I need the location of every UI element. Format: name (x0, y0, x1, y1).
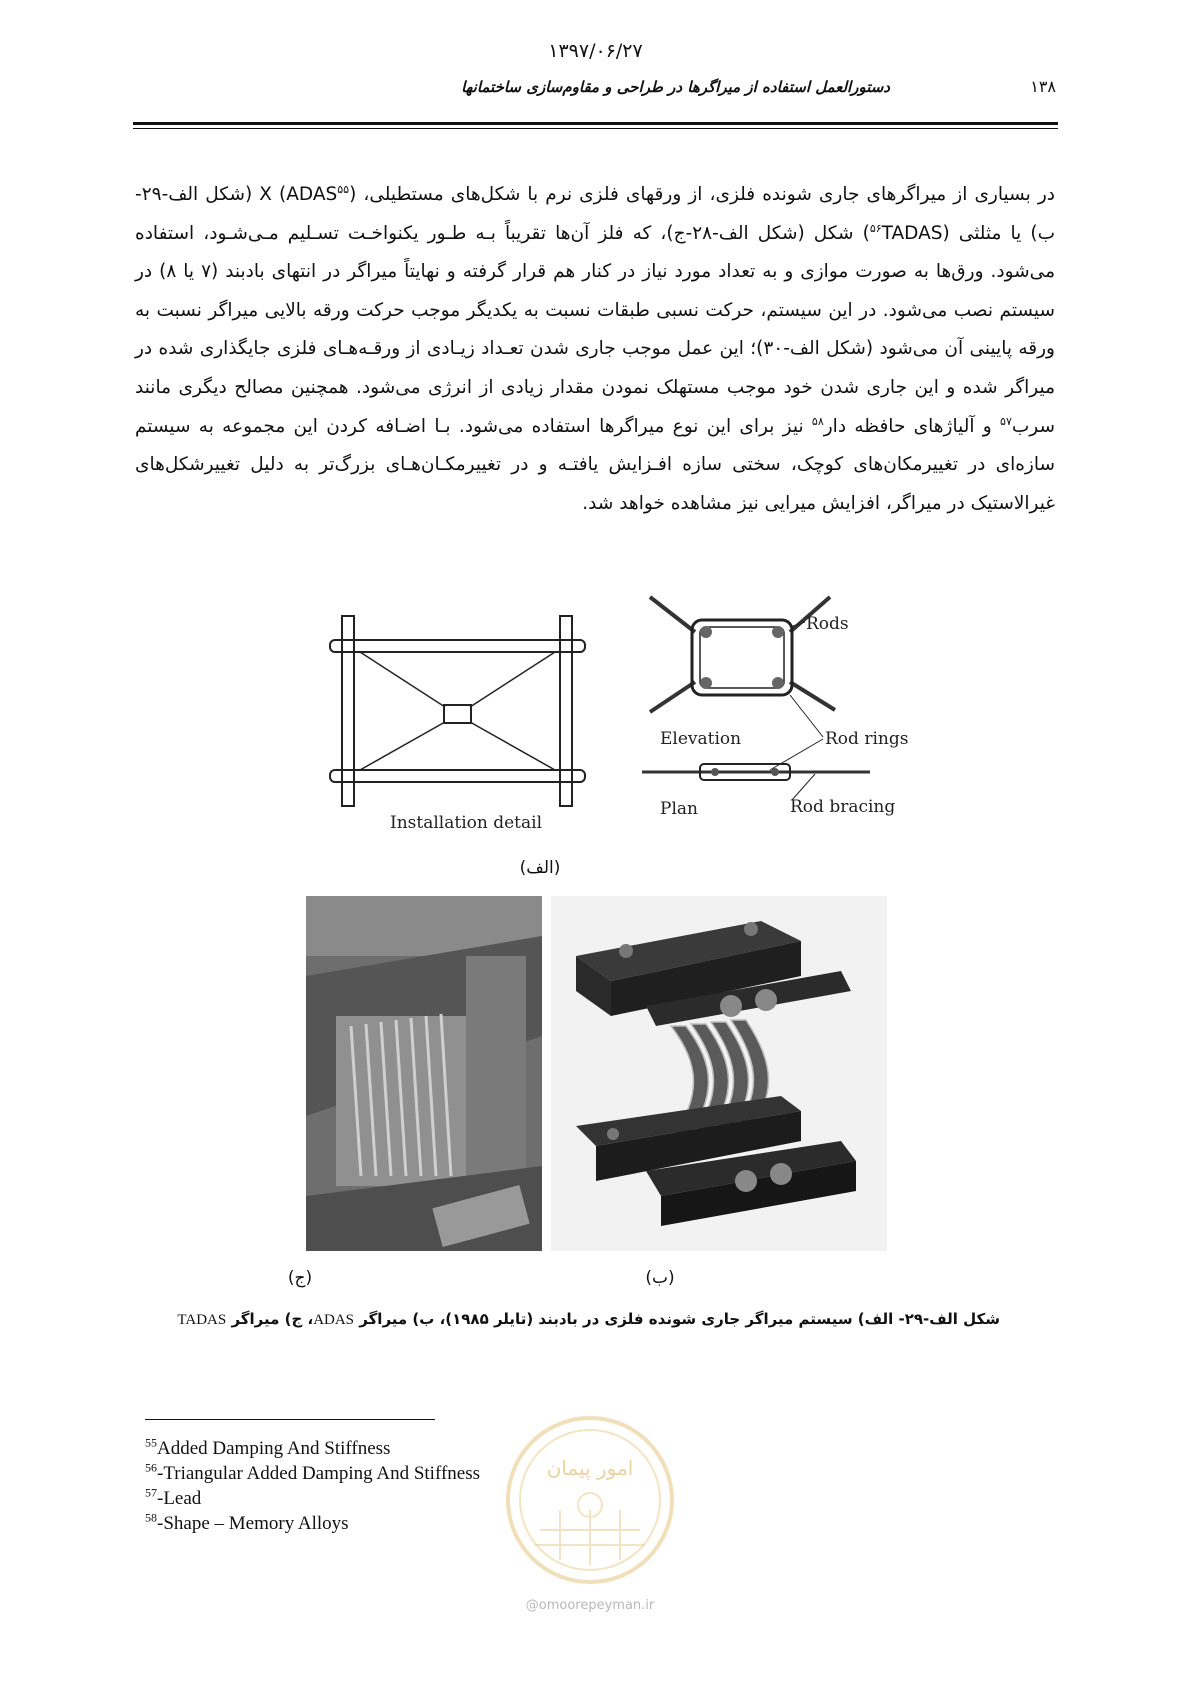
watermark-logo-text: امور پیمان (546, 1456, 634, 1480)
rod-ring-detail-drawing (640, 592, 930, 827)
rod-rings-label: Rod rings (825, 729, 909, 749)
footnote-item: $^{57}$-Lead (145, 1485, 202, 1509)
header-rule (133, 122, 1058, 125)
rod-bracing-label: Rod bracing (790, 797, 896, 817)
footnote-item: $^{55}$Added Damping And Stiffness (145, 1435, 391, 1459)
footnote-item: $^{56}$-Triangular Added Damping And Stiffness (145, 1460, 480, 1484)
running-title: دستورالعمل استفاده از میراگرها در طراحی و مقاوم‌سازی ساختمانها (461, 78, 890, 96)
rods-label: Rods (806, 614, 849, 634)
elevation-label: Elevation (660, 729, 742, 749)
footnote-rule (145, 1419, 435, 1420)
tadas-damper-photo (306, 896, 542, 1251)
page-number: ۱۳۸ (1030, 77, 1056, 96)
figure-caption: شکل الف-۲۹- الف) سیستم میراگر جاری شونده فلزی در بادبند (تایلر ۱۹۸۵)، ب) میراگر ADAS، ج) میراگر TADAS (177, 1310, 1000, 1328)
installation-detail-drawing (320, 610, 610, 835)
watermark-logo (500, 1410, 680, 1590)
footnote-item: $^{58}$-Shape – Memory Alloys (145, 1510, 349, 1534)
figure-a-sublabel: (الف) (519, 858, 561, 878)
header-rule-thin (133, 128, 1058, 129)
figure-c-sublabel: (ج) (287, 1268, 313, 1288)
installation-detail-label: Installation detail (390, 813, 543, 833)
figure-b-sublabel: (ب) (645, 1268, 675, 1288)
header-date: ۱۳۹۷/۰۶/۲۷ (548, 40, 643, 62)
watermark-url: @omoorepeyman.ir (525, 1598, 655, 1613)
body-paragraph: در بسیاری از میراگرهای جاری شونده فلزی، از ورقهای فلزی نرم با شکل‌های مستطیلی، X (ADAS$^{۵۵}$) (شکل الف-۲۹-ب) یا مثلثی (TADAS$^{۵۶}$) شکل (شکل الف-۲۸-ج)، که فلز آن‌ها تقریباً بـه طـور یکنواخـت تسـلیم مـی‌شـود، استفاده می‌شود. ورق‌ها به صورت موازی و به تعداد مورد نیاز در کنار هم قرار گرفته و نهایتاً میراگر در انتهای بادبند (۷ یا ۸) در سیستم نصب می‌شود. در این سیستم، حرکت نسبی طبقات نسبت به یکدیگر موجب حرکت ورقه بالایی میراگر نسبت به ورقه پایینی آن می‌شود (شکل الف-۳۰)؛ این عمل موجب جاری شدن تعـداد زیـادی از ورقـه‌هـای فلزی جایگذاری شده در میراگر شده و این جاری شدن خود موجب مستهلک نمودن مقدار زیادی از انرژی می‌شود. همچنین مصالح دیگری مانند سرب$^{۵۷}$ و آلیاژهای حافظه دار$^{۵۸}$ نیز برای این نوع میراگرها استفاده می‌شود. بـا اضـافه کردن این مجموعه به سیستم سازه‌ای در تغییرمکان‌های کوچک، سختی سازه افـزایش یافتـه و در تغییرمکـان‌هـای بزرگ‌تر به دلیل تغییرشکل‌های غیرالاستیک در میراگر، افزایش میرایی نیز مشاهده خواهد شد. (135, 182, 1056, 514)
adas-damper-photo (551, 896, 887, 1251)
plan-label: Plan (660, 799, 698, 819)
